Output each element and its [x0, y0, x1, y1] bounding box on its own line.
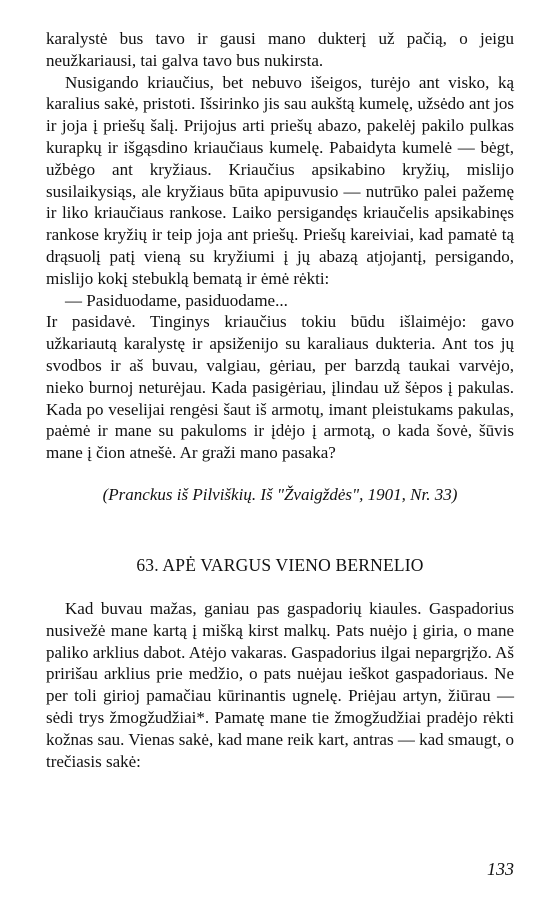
- paragraph-tailor-rides: Nusigando kriaučius, bet nebuvo išeigos, turėjo ant visko, ką karalius sakė, pristoti. Išsirinko jis sau aukštą kumelę, užsėdo ant jos ir joja į priešų šalį. Prijojus arti priešų abazo, pakelėj pakilo pulkas kurapkų ir išgąsdino kriaučiaus kumelę. Pabaidyta kumelė — bėgt, užbėgo ant kryžiaus. Kriaučius apsikabino kryžių, mislijo susilaikysiąs, ale kryžiaus būta apipuvusio — nutrūko palei pažemę ir liko kriaučiaus rankose. Laiko persigandęs kriaučelis apsikabinęs rankose kryžių ir teip joja ant priešų. Priešų kareiviai, kad pamatė tą drąsuolį patį vieną su kryžiumi į jų abazą atjojantį, persigando, mislijo kokį stebuklą bematą ir ėmė rėkti:: [46, 72, 514, 288]
- source-citation: (Pranckus iš Pilviškių. Iš "Žvaigždės", 1901, Nr. 33): [102, 484, 458, 504]
- story-heading: 63. APĖ VARGUS VIENO BERNELIO: [136, 554, 424, 575]
- dialogue-line: — Pasiduodame, pasiduodame...: [65, 290, 288, 310]
- paragraph-ending: Ir pasidavė. Tinginys kriaučius tokiu būdu išlaimėjo: gavo užkariautą karalystę ir apsiženijo su karaliaus dukteria. Ant tos jų svodbos ir aš buvau, valgiau, gėriau, per barzdą taukai varvėjo, nieko burnoj neturėjau. Kada pasigėriau, įlindau už šėpos į pakulas. Kada po veselijai rengėsi šaut iš armotų, imant pleistukams pakulas, paėmė ir mane su pakuloms ir įdėjo į armotą, o kada šovė, šūvis mane į čion atnešė. Ar graži mano pasaka?: [46, 312, 514, 463]
- paragraph-story-start: Kad buvau mažas, ganiau pas gaspadorių kiaules. Gaspadorius nusivežė mane kartą į mišką kirst malkų. Pats nuėjo į giria, o mane paliko arklius dabot. Atėjo vakaras. Gaspadorius ilgai nepargrįžo. Aš pririšau arklius prie medžio, o pats nuėjau ieškot gaspadoriaus. Ne per toli girioj pamačiau kūrinantis ugnelę. Priėjau artyn, žiūrau — sėdi trys žmogžudžiai*. Pamatę mane tie žmogžudžiai pradėjo rėkti kožnas sau. Vienas sakė, kad mane reik kart, antras — kad smaugt, o trečiasis sakė:: [46, 598, 514, 771]
- page-number: 133: [487, 859, 514, 879]
- book-page: [46, 28, 514, 898]
- paragraph-continuation: karalystė bus tavo ir gausi mano dukterį už pačią, o jeigu neužkariausi, tai galva tavo bus nukirsta.: [46, 29, 514, 70]
